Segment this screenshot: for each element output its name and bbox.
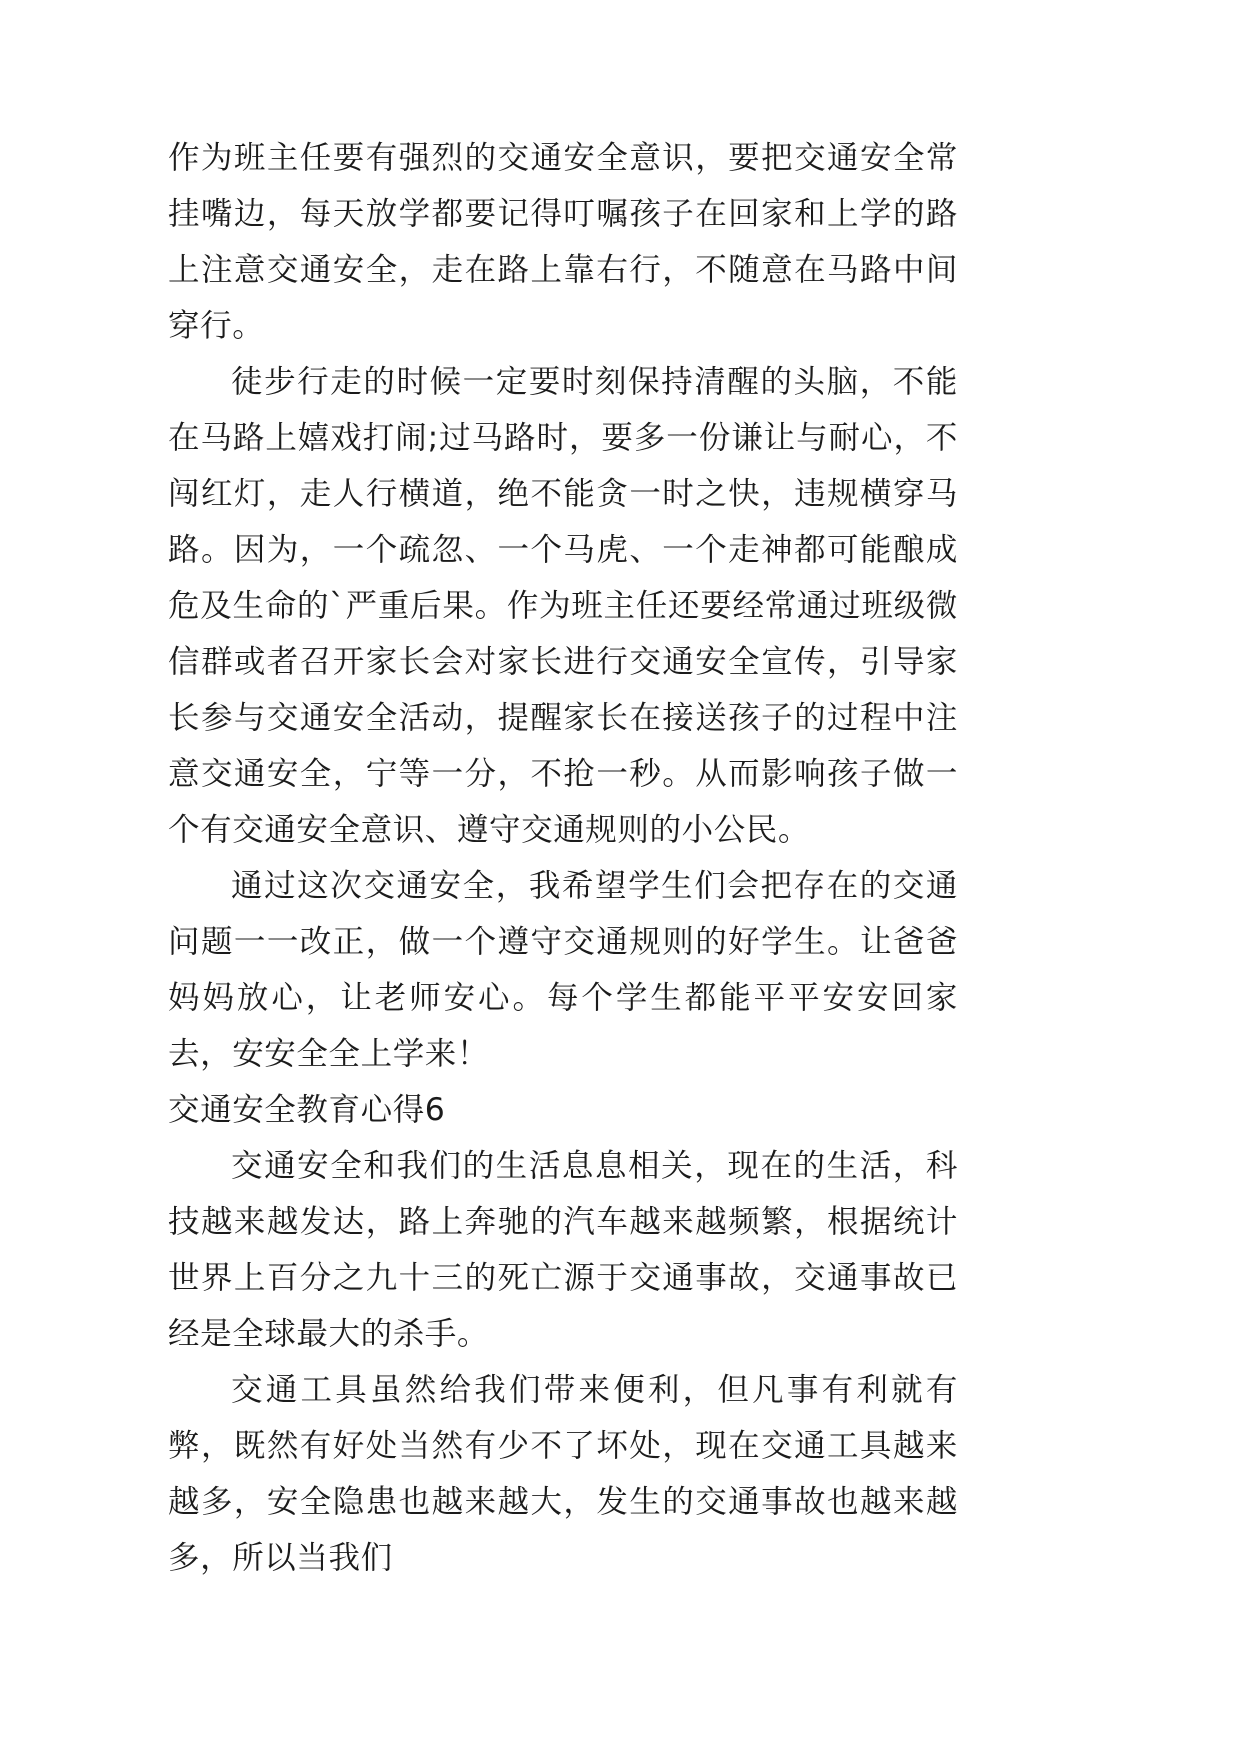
paragraph-1: 作为班主任要有强烈的交通安全意识，要把交通安全常挂嘴边，每天放学都要记得叮嘱孩子在回家和上学的路上注意交通安全，走在路上靠右行，不随意在马路中间穿行。 [168, 140, 958, 344]
paragraph-4: 交通安全和我们的生活息息相关，现在的生活，科技越来越发达，路上奔驰的汽车越来越频繁，根据统计世界上百分之九十三的死亡源于交通事故，交通事故已经是全球最大的杀手。 [168, 1148, 958, 1352]
paragraph-5: 交通工具虽然给我们带来便利，但凡事有利就有弊，既然有好处当然有少不了坏处，现在交通工具越来越多，安全隐患也越来越大，发生的交通事故也越来越多，所以当我们 [168, 1372, 958, 1576]
document-body [168, 130, 958, 1586]
paragraph-3: 通过这次交通安全，我希望学生们会把存在的交通问题一一改正，做一个遵守交通规则的好学生。让爸爸妈妈放心，让老师安心。每个学生都能平平安安回家去，安安全全上学来！ [168, 868, 958, 1072]
section-heading: 交通安全教育心得6 [168, 1092, 446, 1128]
paragraph-2: 徒步行走的时候一定要时刻保持清醒的头脑，不能在马路上嬉戏打闹;过马路时，要多一份谦让与耐心，不闯红灯，走人行横道，绝不能贪一时之快，违规横穿马路。因为，一个疏忽、一个马虎、一个走神都可能酿成危及生命的`严重后果。作为班主任还要经常通过班级微信群或者召开家长会对家长进行交通安全宣传，引导家长参与交通安全活动，提醒家长在接送孩子的过程中注意交通安全，宁等一分，不抢一秒。从而影响孩子做一个有交通安全意识、遵守交通规则的小公民。 [168, 364, 958, 848]
